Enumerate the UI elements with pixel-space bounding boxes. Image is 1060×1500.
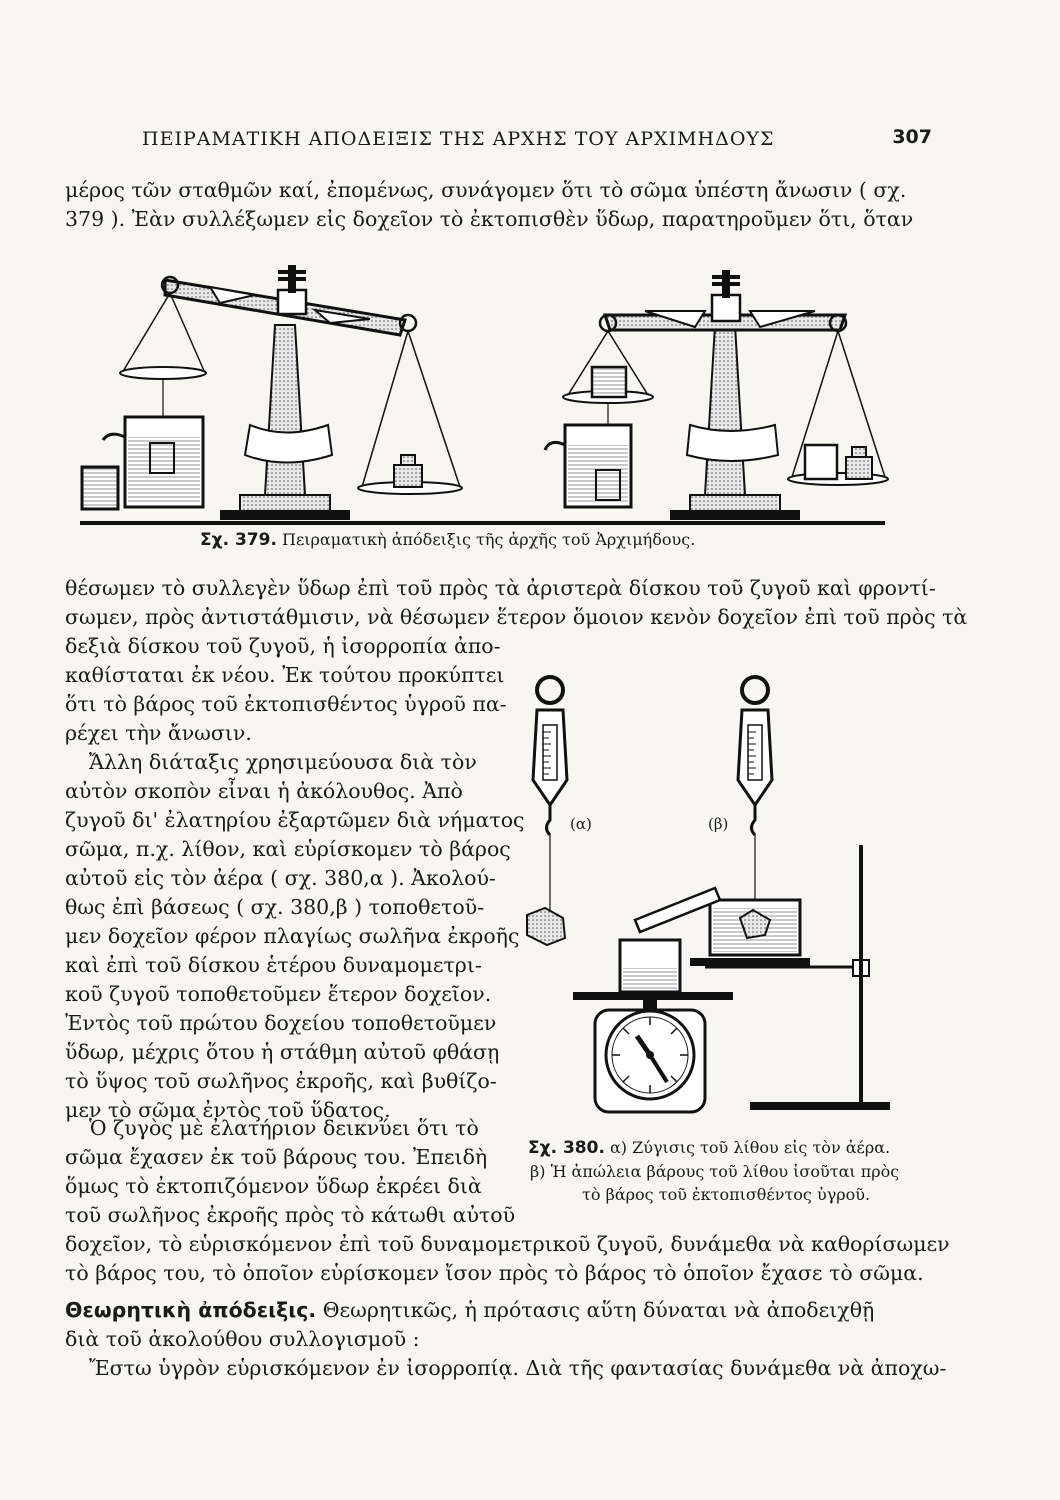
text-line: σωμεν, πρὸς ἀντιστάθμισιν, νὰ θέσωμεν ἕτερον ὅμοιον κενὸν δοχεῖον ἐπὶ τοῦ πρὸς τὰ (65, 605, 968, 629)
text-line: θέσωμεν τὸ συλλεγὲν ὕδωρ ἐπὶ τοῦ πρὸς τὰ ἀριστερὰ δίσκου τοῦ ζυγοῦ καὶ φροντί- (65, 576, 936, 600)
text-line: δεξιὰ δίσκου τοῦ ζυγοῦ, ἡ ἰσορροπία ἀπο- (65, 634, 501, 658)
text-line: καθίσταται ἐκ νέου. Ἐκ τούτου προκύπτει (65, 663, 505, 687)
paragraph-spring-balance (65, 1114, 516, 1230)
figure-379-label: Σχ. 379. (200, 530, 277, 550)
text-line: ὅτι τὸ βάρος τοῦ ἐκτοπισθέντος ὑγροῦ πα- (65, 692, 507, 716)
paragraph-collected-water (65, 574, 968, 632)
figure-379-text: Πειραματικὴ ἀπόδειξις τῆς ἀρχῆς τοῦ Ἀρχιμήδους. (282, 530, 696, 549)
text-line: Θεωρητικῶς, ἡ πρότασις αὕτη δύναται νὰ ἀποδειχθῇ (322, 1298, 875, 1322)
figure-380-label: Σχ. 380. (528, 1138, 605, 1158)
retort-stand (750, 845, 890, 1110)
figure-380-label-a: (α) (570, 815, 592, 833)
right-balance (545, 270, 888, 520)
caption-line: τὸ βάρος τοῦ ἐκτοπισθέντος ὑγροῦ. (582, 1185, 871, 1204)
text-line: μέρος τῶν σταθμῶν καί, ἐπομένως, συνάγομεν ὅτι τὸ σῶμα ὑπέστη ἄνωσιν ( σχ. (65, 178, 907, 202)
figure-379-balances (70, 255, 900, 530)
spring-balance-b (738, 677, 772, 910)
text-line: μεν δοχεῖον φέρον πλαγίως σωλῆνα ἐκροῆς (65, 924, 520, 948)
text-line: σῶμα, π.χ. λίθον, καὶ εὑρίσκομεν τὸ βάρος (65, 837, 511, 861)
text-line: θως ἐπὶ βάσεως ( σχ. 380,β ) τοποθετοῦ- (65, 895, 485, 919)
paragraph-alternative-setup (65, 748, 525, 1125)
figure-380-caption (528, 1136, 928, 1206)
chapter-title: ΠΕΙΡΑΜΑΤΙΚΗ ΑΠΟΔΕΙΞΙΣ ΤΗΣ ΑΡΧΗΣ ΤΟΥ ΑΡΧΙΜΗΔΟΥΣ (142, 128, 775, 150)
paragraph-intro (65, 176, 930, 234)
caption-line: α) Ζύγισις τοῦ λίθου εἰς τὸν ἀέρα. (610, 1138, 891, 1157)
paragraph-collected-water-cont (65, 632, 507, 748)
text-line: τὸ βάρος του, τὸ ὁποῖον εὑρίσκομεν ἴσον πρὸς τὸ βάρος τὸ ὁποῖον ἔχασε τὸ σῶμα. (65, 1261, 924, 1285)
text-line: Ὁ ζυγὸς μὲ ἐλατήριον δεικνύει ὅτι τὸ (89, 1116, 479, 1140)
text-line: Ἐντὸς τοῦ πρώτου δοχείου τοποθετοῦμεν (65, 1011, 497, 1035)
text-line: τὸ ὕψος τοῦ σωλῆνος ἐκροῆς, καὶ βυθίζο- (65, 1069, 497, 1093)
section-heading: Θεωρητικὴ ἀπόδειξις. (65, 1298, 317, 1322)
text-line: σῶμα ἔχασεν ἐκ τοῦ βάρους του. Ἐπειδὴ (65, 1145, 488, 1169)
text-line: Ἔστω ὑγρὸν εὑρισκόμενον ἐν ἰσορροπίᾳ. Διὰ τῆς φαντασίας δυνάμεθα νὰ ἀποχω- (89, 1356, 947, 1380)
text-line: ζυγοῦ δι' ἐλατηρίου ἐξαρτῶμεν διὰ νήματος (65, 808, 525, 832)
text-line: αὐτὸν σκοπὸν εἶναι ἡ ἀκόλουθος. Ἀπὸ (65, 779, 463, 803)
text-line: δοχεῖον, τὸ εὑρισκόμενον ἐπὶ τοῦ δυναμομετρικοῦ ζυγοῦ, δυνάμεθα νὰ καθορίσωμεν (65, 1232, 950, 1256)
paragraph-theoretical-proof (65, 1296, 947, 1383)
running-header (142, 128, 932, 158)
text-line: ρέχει τὴν ἄνωσιν. (65, 721, 252, 745)
text-line: ὅμως τὸ ἐκτοπιζόμενον ὕδωρ ἐκρέει διὰ (65, 1174, 482, 1198)
text-line: κοῦ ζυγοῦ τοποθετοῦμεν ἕτερον δοχεῖον. (65, 982, 492, 1006)
text-line: μεν τὸ σῶμα ἐντὸς τοῦ ὕδατος. (65, 1098, 391, 1122)
figure-380-label-b: (β) (708, 815, 729, 833)
text-line: διὰ τοῦ ἀκολούθου συλλογισμοῦ : (65, 1327, 420, 1351)
text-line: 379 ). Ἐὰν συλλέξωμεν εἰς δοχεῖον τὸ ἐκτοπισθὲν ὕδωρ, παρατηροῦμεν ὅτι, ὅταν (65, 207, 914, 231)
figure-380-spring-balances (515, 670, 915, 1125)
left-balance (82, 265, 462, 520)
paragraph-spring-balance-cont (65, 1230, 950, 1288)
page-number: 307 (892, 126, 932, 148)
text-line: καὶ ἐπὶ τοῦ δίσκου ἑτέρου δυναμομετρι- (65, 953, 482, 977)
text-line: ὕδωρ, μέχρις ὅτου ἡ στάθμη αὐτοῦ φθάσῃ (65, 1040, 500, 1064)
text-line: αὐτοῦ εἰς τὸν ἀέρα ( σχ. 380,α ). Ἀκολού- (65, 866, 496, 890)
text-line: τοῦ σωλῆνος ἐκροῆς πρὸς τὸ κάτωθι αὐτοῦ (65, 1203, 516, 1227)
spring-balance-a (527, 677, 567, 945)
figure-379-caption (200, 530, 840, 550)
text-line: Ἄλλη διάταξις χρησιμεύουσα διὰ τὸν (89, 750, 477, 774)
caption-line: β) Ἡ ἀπώλεια βάρους τοῦ λίθου ἰσοῦται πρὸς (530, 1162, 900, 1181)
